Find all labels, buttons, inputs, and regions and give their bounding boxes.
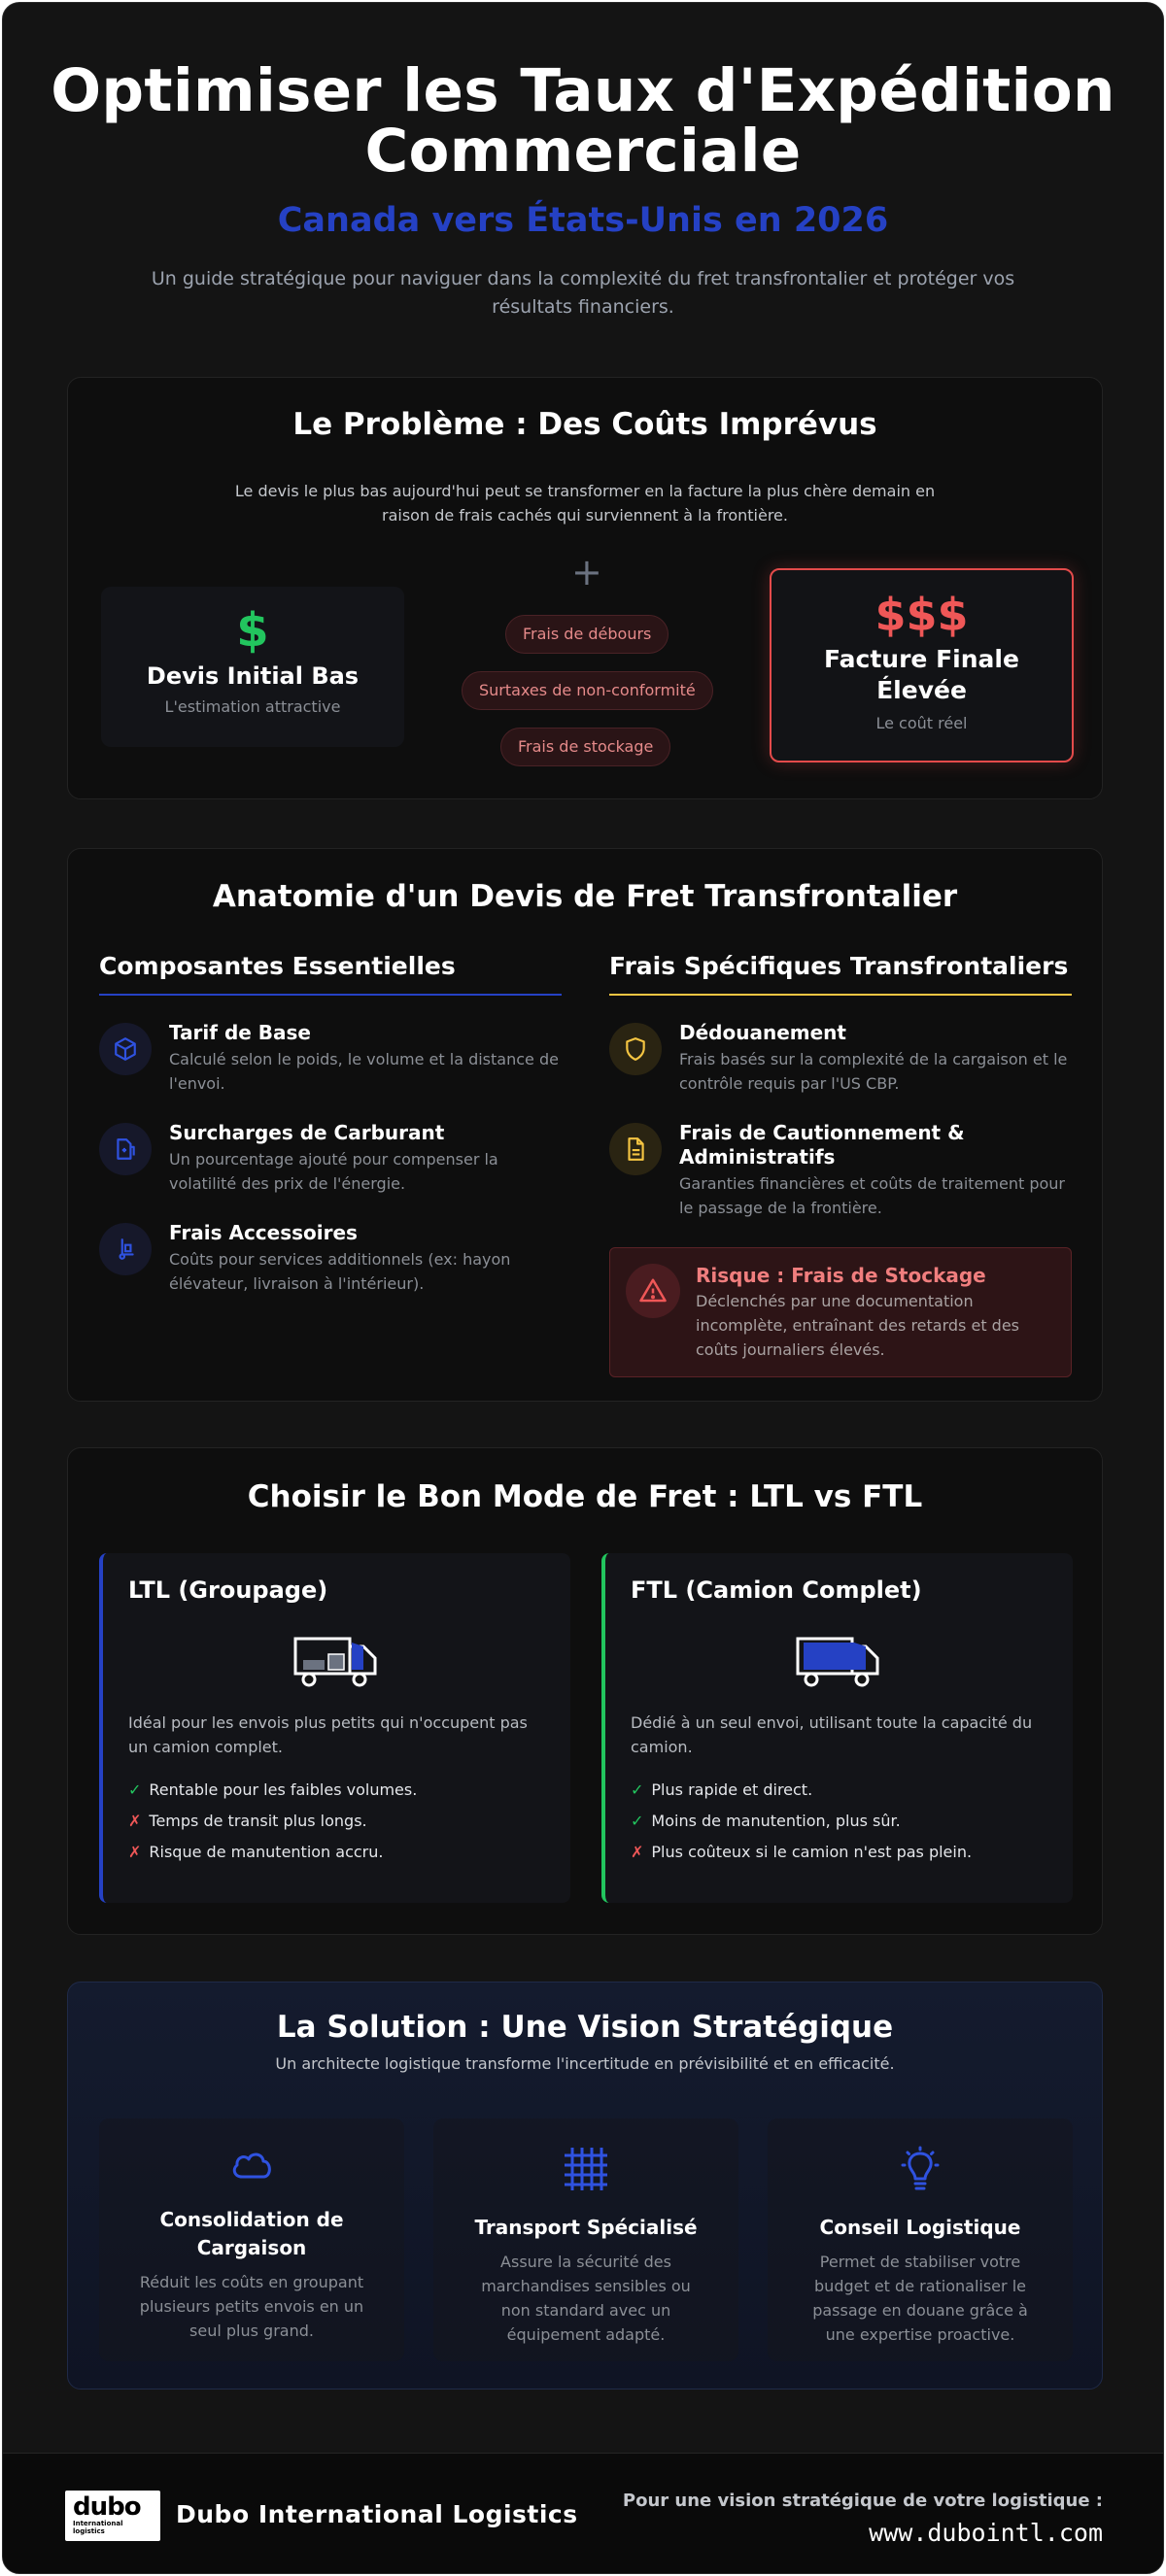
solution-card-desc: Permet de stabiliser votre budget et de rationaliser le passage en douane grâce à une expertise proactive. xyxy=(812,2253,1028,2344)
triple-dollar-icon: $$$ xyxy=(874,589,969,641)
final-invoice-subtitle: Le coût réel xyxy=(875,714,968,732)
fee-item-title: Dédouanement xyxy=(679,1021,846,1044)
list-item: ✗ Risque de manutention accru. xyxy=(128,1843,384,1861)
cost-item xyxy=(99,1221,562,1296)
final-invoice-title: Facture Finale Élevée xyxy=(824,645,1019,704)
fee-item xyxy=(609,1021,1072,1096)
cost-item-title: Frais Accessoires xyxy=(169,1221,358,1244)
cost-item xyxy=(99,1021,562,1096)
cross-icon: ✗ xyxy=(128,1843,142,1861)
fee-item xyxy=(609,1121,1072,1220)
warning-icon xyxy=(626,1264,680,1318)
ltl-card xyxy=(99,1553,570,1903)
fee-pill: Surtaxes de non-conformité xyxy=(462,671,713,710)
cost-item-desc: Un pourcentage ajouté pour compenser la volatilité des prix de l'énergie. xyxy=(169,1150,498,1193)
ftl-card xyxy=(601,1553,1073,1903)
anatomy-title: Anatomie d'un Devis de Fret Transfrontalier xyxy=(212,879,958,914)
problem-lead: Le devis le plus bas aujourd'hui peut se transformer en la facture la plus chère demain en raison de frais cachés qui surviennent à la frontière. xyxy=(234,482,936,525)
initial-quote-subtitle: L'estimation attractive xyxy=(164,697,341,716)
anatomy-section xyxy=(67,848,1103,1402)
check-icon: ✓ xyxy=(128,1780,142,1799)
check-icon: ✓ xyxy=(631,1812,644,1830)
cross-border-fees-column xyxy=(609,952,1072,1377)
solution-card xyxy=(433,2118,738,2361)
ftl-truck-icon xyxy=(796,1633,883,1687)
cost-item-title: Surcharges de Carburant xyxy=(169,1121,445,1144)
list-item: ✓ Rentable pour les faibles volumes. xyxy=(128,1780,418,1799)
fee-pill: Frais de stockage xyxy=(500,728,670,766)
shield-icon xyxy=(609,1023,662,1075)
freight-modes-section xyxy=(67,1447,1103,1935)
final-invoice-box xyxy=(770,568,1074,763)
essential-components-column xyxy=(99,952,562,1296)
risk-title: Risque : Frais de Stockage xyxy=(696,1264,986,1287)
cost-item-desc: Calculé selon le poids, le volume et la distance de l'envoi. xyxy=(169,1050,559,1093)
check-icon: ✓ xyxy=(631,1780,644,1799)
dollar-icon: $ xyxy=(236,603,269,658)
solution-section xyxy=(67,1982,1103,2390)
solution-title: La Solution : Une Vision Stratégique xyxy=(276,2010,894,2045)
footer xyxy=(3,2453,1164,2574)
problem-section xyxy=(67,377,1103,799)
cost-item-desc: Coûts pour services additionnels (ex: hayon élévateur, livraison à l'intérieur). xyxy=(169,1250,511,1293)
hand-truck-icon xyxy=(99,1223,152,1275)
grid-icon xyxy=(563,2146,609,2192)
list-item: ✗ Temps de transit plus longs. xyxy=(128,1812,367,1830)
cross-icon: ✗ xyxy=(128,1812,142,1830)
list-item: ✗ Plus coûteux si le camion n'est pas plein. xyxy=(631,1843,973,1861)
initial-quote-title: Devis Initial Bas xyxy=(146,662,360,690)
solution-card xyxy=(768,2118,1073,2361)
solution-card-title: Transport Spécialisé xyxy=(474,2216,698,2239)
page-title-line1: Optimiser les Taux d'Expédition xyxy=(51,56,1115,125)
plus-icon: + xyxy=(571,551,602,593)
ltl-title: LTL (Groupage) xyxy=(128,1576,328,1604)
website-link[interactable]: www.dubointl.com xyxy=(869,2519,1103,2547)
lightbulb-icon xyxy=(901,2146,940,2192)
ftl-points xyxy=(631,1775,1047,1868)
cube-icon xyxy=(99,1023,152,1075)
hero-header xyxy=(3,3,1163,322)
solution-card-desc: Assure la sécurité des marchandises sensibles ou non standard avec un équipement adapté. xyxy=(481,2253,691,2344)
solution-card-desc: Réduit les coûts en groupant plusieurs petits envois en un seul plus grand. xyxy=(139,2273,364,2340)
ftl-title: FTL (Camion Complet) xyxy=(631,1576,922,1604)
company-name: Dubo International Logistics xyxy=(176,2500,578,2528)
cloud-icon xyxy=(228,2146,275,2185)
column-heading: Composantes Essentielles xyxy=(99,952,562,996)
page-title xyxy=(3,56,1163,186)
ltl-points xyxy=(128,1775,545,1868)
cta-label: Pour une vision stratégique de votre logistique : xyxy=(622,2491,1103,2511)
initial-quote-box xyxy=(101,587,404,747)
page-subtitle: Canada vers États-Unis en 2026 xyxy=(277,201,889,240)
column-heading: Frais Spécifiques Transfrontaliers xyxy=(609,952,1072,996)
document-icon xyxy=(609,1123,662,1175)
modes-title: Choisir le Bon Mode de Fret : LTL vs FTL xyxy=(247,1479,923,1514)
problem-title: Le Problème : Des Coûts Imprévus xyxy=(292,407,877,442)
list-item: ✓ Moins de manutention, plus sûr. xyxy=(631,1812,901,1830)
ltl-truck-icon xyxy=(293,1633,381,1687)
cost-item-title: Tarif de Base xyxy=(169,1021,311,1044)
page-intro: Un guide stratégique pour naviguer dans la complexité du fret transfrontalier et protéger vos résultats financiers. xyxy=(151,268,1015,318)
fee-item-desc: Frais basés sur la complexité de la cargaison et le contrôle requis par l'US CBP. xyxy=(679,1050,1068,1093)
solution-card-title: Conseil Logistique xyxy=(819,2216,1021,2239)
solution-card-title: Consolidation de Cargaison xyxy=(159,2208,344,2259)
storage-risk-callout xyxy=(609,1247,1072,1377)
footer-cta xyxy=(623,2491,1103,2547)
fee-item-title: Frais de Cautionnement & Administratifs xyxy=(679,1121,965,1169)
page-title-line2: Commerciale xyxy=(364,117,802,186)
fee-item-desc: Garanties financières et coûts de traitement pour le passage de la frontière. xyxy=(679,1174,1065,1217)
list-item: ✓ Plus rapide et direct. xyxy=(631,1780,813,1799)
company-logo: dubo International logistics xyxy=(65,2491,160,2541)
cross-icon: ✗ xyxy=(631,1843,644,1861)
risk-desc: Déclenchés par une documentation incomplète, entraînant des retards et des coûts journaliers élevés. xyxy=(696,1292,1020,1359)
solution-lead: Un architecte logistique transforme l'incertitude en prévisibilité et en efficacité. xyxy=(275,2054,895,2073)
fuel-icon xyxy=(99,1123,152,1175)
ftl-desc: Dédié à un seul envoi, utilisant toute la capacité du camion. xyxy=(631,1713,1033,1756)
ltl-desc: Idéal pour les envois plus petits qui n'occupent pas un camion complet. xyxy=(128,1713,528,1756)
infographic-page xyxy=(2,2,1164,2574)
cost-item xyxy=(99,1121,562,1196)
fee-pill: Frais de débours xyxy=(505,615,669,654)
solution-card xyxy=(99,2118,404,2361)
